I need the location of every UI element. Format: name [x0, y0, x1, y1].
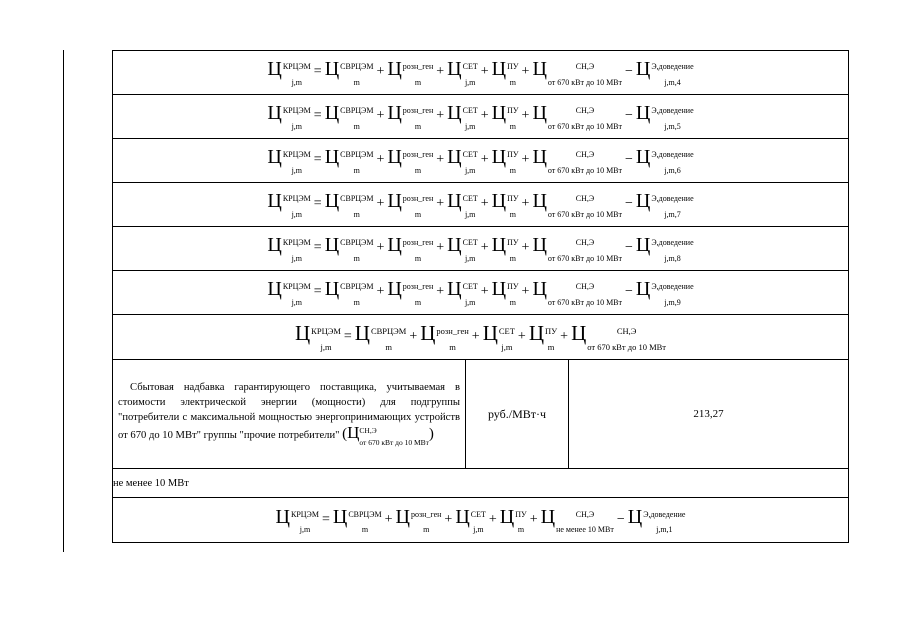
formula: Ц КРЦЭМ j,m = Ц СВРЦЭМ m + Ц розн_ген m + Ц СЕТ j,m + Ц ПУ m + Ц СН,Э от 670 кВт до 10 МВт − Ц Э,доведение j,m,7: [267, 190, 694, 219]
formula-row: [113, 227, 849, 271]
formula-sum: Ц КРЦЭМ j,m = Ц СВРЦЭМ m + Ц розн_ген m + Ц СЕТ j,m + Ц ПУ m + Ц СН,Э от 670 кВт до 10 МВт: [295, 321, 667, 352]
section-row: [113, 469, 849, 498]
formula-row: [113, 95, 849, 139]
formula-row: [113, 271, 849, 315]
formula-row-last: [113, 498, 849, 543]
section-title: не менее 10 МВт: [113, 469, 849, 498]
formula: Ц КРЦЭМ j,m = Ц СВРЦЭМ m + Ц розн_ген m + Ц СЕТ j,m + Ц ПУ m + Ц СН,Э от 670 кВт до 10 МВт − Ц Э,доведение j,m,9: [267, 278, 694, 307]
page-margin-line: [63, 50, 64, 552]
formula: Ц КРЦЭМ j,m = Ц СВРЦЭМ m + Ц розн_ген m + Ц СЕТ j,m + Ц ПУ m + Ц СН,Э от 670 кВт до 10 МВт − Ц Э,доведение j,m,5: [267, 102, 694, 131]
formula-row: [113, 183, 849, 227]
formula-row: [113, 51, 849, 95]
formula: Ц КРЦЭМ j,m = Ц СВРЦЭМ m + Ц розн_ген m + Ц СЕТ j,m + Ц ПУ m + Ц СН,Э от 670 кВт до 10 МВт − Ц Э,доведение j,m,6: [267, 146, 694, 175]
formula-last: Ц КРЦЭМ j,m = Ц СВРЦЭМ m + Ц розн_ген m + Ц СЕТ j,m + Ц ПУ m + Ц СН,Э не менее 10 МВт − Ц Э,доведение j,m,1: [275, 505, 686, 534]
markup-description: Сбытовая надбавка гарантирующего поставщика, учитываемая в стоимости электрической энергии (мощности) для подгруппы "потребители с максимальной мощностью энергопринимающих устройств от 670 до 10 МВт" группы "прочие потребители" ( Ц СН,Э от 670 кВт до 10 МВт ): [118, 381, 460, 447]
tariff-formula-table: [112, 50, 849, 543]
markup-unit: руб./МВт·ч: [466, 360, 569, 469]
formula-row-sum: [113, 315, 849, 360]
formula-row: [113, 139, 849, 183]
markup-row: [113, 360, 849, 469]
markup-value: 213,27: [569, 360, 849, 469]
formula: Ц КРЦЭМ j,m = Ц СВРЦЭМ m + Ц розн_ген m + Ц СЕТ j,m + Ц ПУ m + Ц СН,Э от 670 кВт до 10 МВт − Ц Э,доведение j,m,4: [267, 58, 694, 87]
formula: Ц КРЦЭМ j,m = Ц СВРЦЭМ m + Ц розн_ген m + Ц СЕТ j,m + Ц ПУ m + Ц СН,Э от 670 кВт до 10 МВт − Ц Э,доведение j,m,8: [267, 234, 694, 263]
markup-variable: ( Ц СН,Э от 670 кВт до 10 МВт ): [342, 422, 434, 447]
